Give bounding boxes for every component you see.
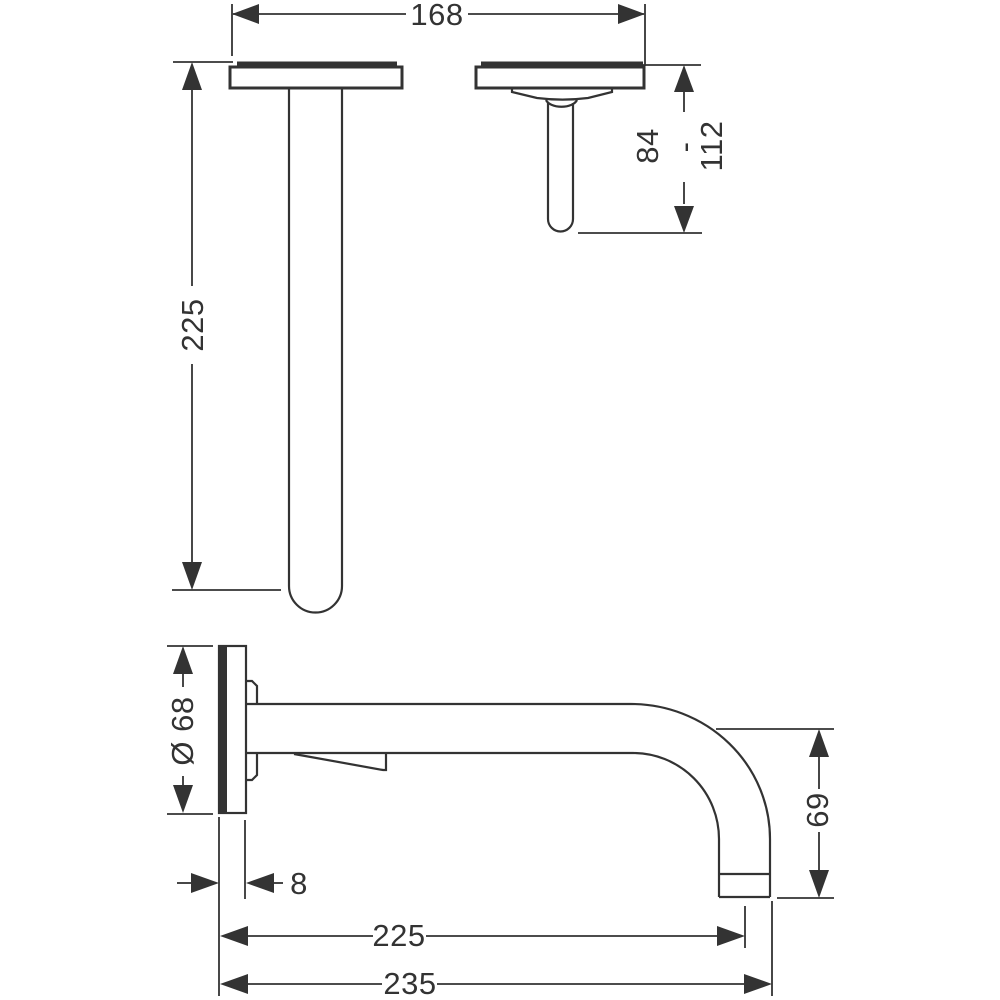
dim-225-reach-label: 225 [372,918,426,953]
dim-112-label: 112 [694,120,729,172]
dim-84-label: 84 [630,128,665,164]
escutcheon-wall-edge [219,646,227,813]
dim-225-height-label: 225 [175,298,210,352]
stem-side-view [476,4,729,233]
arrowhead-right [618,4,645,24]
range-dash-label: - [667,141,702,153]
dim-235-reach-label: 235 [383,966,437,1000]
dim-8-depth [177,820,308,901]
mounting-tab-lower [246,753,257,780]
spout-outer-curve [631,704,770,897]
front-plate-body [230,67,402,88]
dim-84-112-range [578,4,729,233]
arrowhead-right [717,926,745,946]
side-plate-body [476,67,644,88]
dim-225-reach [220,906,745,953]
arrowhead-right [191,873,219,893]
arrowhead-up [674,65,694,92]
dim-diameter-68-label: Ø 68 [165,696,200,766]
arrowhead-down [182,562,202,590]
arrowhead-left [232,4,259,24]
spout-inner-curve [633,753,719,897]
arrowhead-left [246,873,274,893]
arrowhead-up [809,729,829,757]
dim-diameter-68 [165,646,213,814]
dim-168-width [232,0,645,56]
dim-168-label: 168 [410,0,464,32]
dim-69-drop [716,729,835,898]
spout-side-view [165,646,835,1000]
mounting-tab-upper [246,681,257,704]
dim-69-label: 69 [800,792,835,828]
arrowhead-left [220,974,248,994]
arrowhead-down [809,870,829,898]
spout-underside-wedge [294,754,386,770]
arrowhead-left [220,926,248,946]
mounting-flange [512,88,612,100]
dim-235-reach [220,901,772,1000]
arrowhead-up [173,646,193,674]
dim-225-height [172,62,281,590]
dim-8-depth-label: 8 [290,866,308,901]
arrowhead-down [674,206,694,233]
connection-stem [548,103,573,232]
front-spout-stem [289,88,342,613]
arrowhead-down [173,785,193,813]
arrowhead-right [744,974,772,994]
arrowhead-up [182,62,202,90]
front-view [172,0,645,613]
